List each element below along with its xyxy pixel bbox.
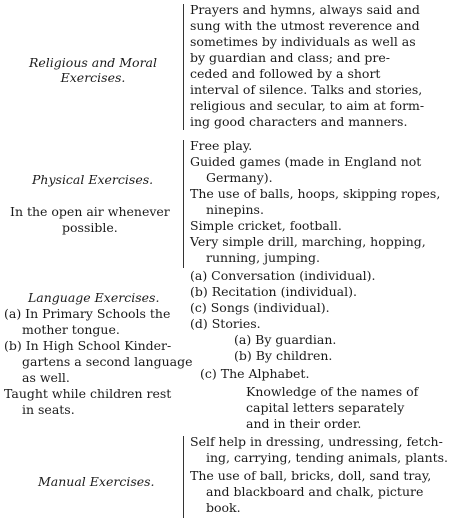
language-left-7: in seats. <box>22 402 75 417</box>
heading-language: Language Exercises. <box>28 290 160 305</box>
physical-line-3: Germany). <box>206 170 273 185</box>
physical-line-5: ninepins. <box>206 202 264 217</box>
language-left-4: gartens a second language <box>22 354 193 369</box>
religious-line-5: ceded and followed by a short <box>190 66 381 81</box>
manual-line-3: The use of ball, bricks, doll, sand tray, <box>190 468 432 483</box>
language-left-1: (a) In Primary Schools the <box>4 306 171 321</box>
manual-line-1: Self help in dressing, undressing, fetch- <box>190 434 443 449</box>
religious-line-2: sung with the utmost reverence and <box>190 18 420 33</box>
language-right-2: (b) Recitation (individual). <box>190 284 357 299</box>
physical-note-1: In the open air whenever <box>10 204 170 219</box>
language-right-3: (c) Songs (individual). <box>190 300 330 315</box>
language-right-7: (c) The Alphabet. <box>200 366 310 381</box>
language-left-2: mother tongue. <box>22 322 120 337</box>
manual-line-4: and blackboard and chalk, picture <box>206 484 424 499</box>
language-right-10: and in their order. <box>246 416 362 431</box>
language-left-6: Taught while children rest <box>4 386 172 401</box>
physical-line-2: Guided games (made in England not <box>190 154 422 169</box>
religious-line-6: interval of silence. Talks and stories, <box>190 82 423 97</box>
brace-physical <box>183 140 184 268</box>
physical-line-4: The use of balls, hoops, skipping ropes, <box>190 186 441 201</box>
language-right-9: capital letters separately <box>246 400 405 415</box>
language-left-5: as well. <box>22 370 70 385</box>
language-right-1: (a) Conversation (individual). <box>190 268 376 283</box>
brace-religious <box>183 4 184 130</box>
religious-line-8: ing good characters and manners. <box>190 114 408 129</box>
physical-note-2: possible. <box>62 220 118 235</box>
religious-line-7: religious and secular, to aim at form- <box>190 98 425 113</box>
heading-manual: Manual Exercises. <box>38 474 155 489</box>
manual-line-2: ing, carrying, tending animals, plants. <box>206 450 449 465</box>
religious-line-3: sometimes by individuals as well as <box>190 34 416 49</box>
brace-manual <box>183 436 184 518</box>
physical-line-1: Free play. <box>190 138 253 153</box>
religious-line-1: Prayers and hymns, always said and <box>190 2 420 17</box>
language-right-6: (b) By children. <box>234 348 333 363</box>
manual-line-5: book. <box>206 500 241 515</box>
heading-physical: Physical Exercises. <box>32 172 154 187</box>
physical-line-6: Simple cricket, football. <box>190 218 342 233</box>
religious-line-4: by guardian and class; and pre- <box>190 50 391 65</box>
language-right-4: (d) Stories. <box>190 316 261 331</box>
physical-line-7: Very simple drill, marching, hopping, <box>190 234 426 249</box>
language-left-3: (b) In High School Kinder- <box>4 338 172 353</box>
language-right-8: Knowledge of the names of <box>246 384 419 399</box>
physical-line-8: running, jumping. <box>206 250 320 265</box>
language-right-5: (a) By guardian. <box>234 332 337 347</box>
heading-religious: Religious and Moral Exercises. <box>29 55 157 85</box>
